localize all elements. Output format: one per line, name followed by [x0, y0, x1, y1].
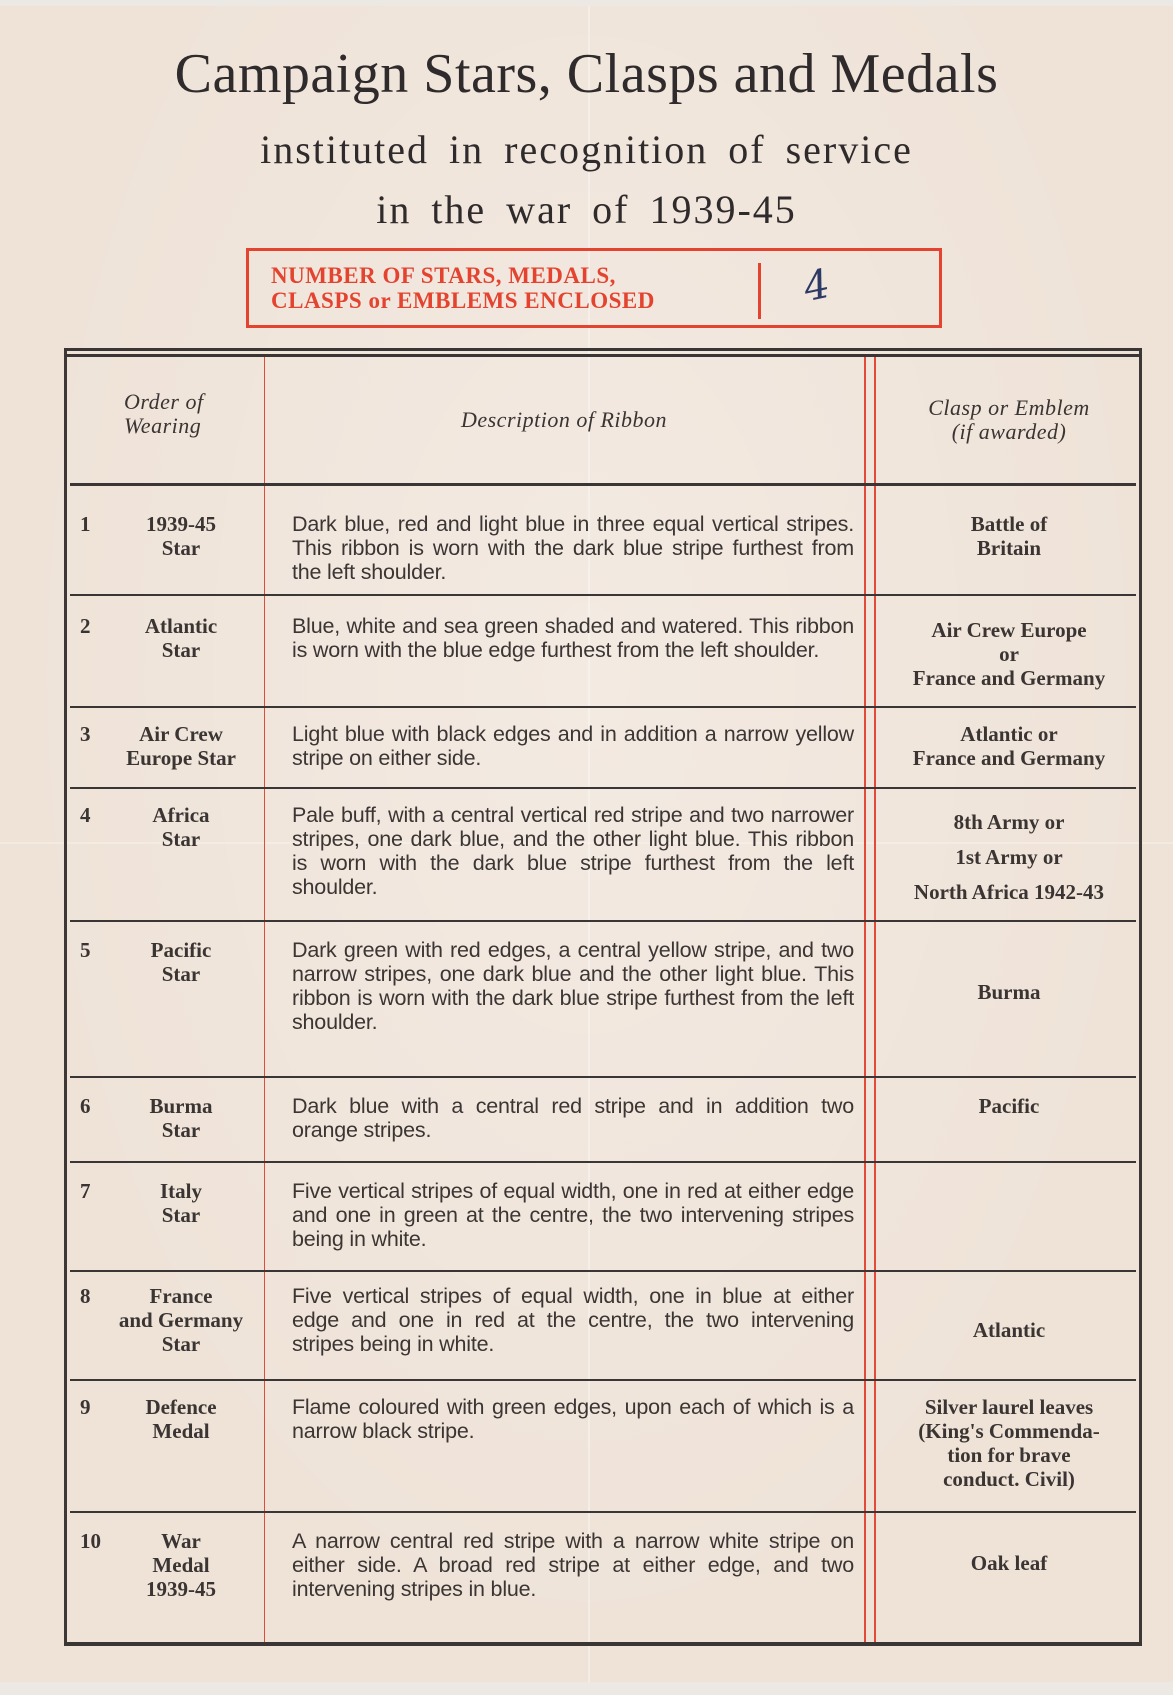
clasp-line: Atlantic or	[960, 722, 1058, 746]
clasp-or-emblem	[876, 1395, 1142, 1491]
ribbon-description: Dark blue, red and light blue in three equal vertical stripes. This ribbon is worn with the dark blue stripe furthest from the left shoulder.	[292, 512, 854, 584]
award-name-line: Star	[161, 827, 201, 851]
header-order-line1: Order of	[124, 389, 204, 414]
row-divider	[70, 706, 1136, 708]
award-name-line: Europe Star	[126, 746, 236, 770]
column-divider-order	[264, 357, 265, 1642]
document-title: Campaign Stars, Clasps and Medals	[174, 43, 999, 105]
clasp-line: (King's Commenda-	[918, 1419, 1100, 1443]
ribbon-description: Flame coloured with green edges, upon each of which is a narrow black stripe.	[292, 1395, 854, 1443]
order-cell	[80, 1284, 260, 1356]
order-number: 2	[80, 614, 91, 638]
award-name-line: War	[161, 1529, 201, 1553]
ribbon-description: Five vertical stripes of equal width, one in red at either edge and one in green at the centre, the two intervening stripes being in white.	[292, 1179, 854, 1251]
award-name-line: Star	[161, 1118, 201, 1142]
ribbon-description: Five vertical stripes of equal width, one in blue at either edge and one in red at the centre, the two intervening stripes being in white.	[292, 1284, 854, 1356]
clasp-line: Pacific	[978, 1094, 1040, 1118]
count-box-divider	[758, 263, 761, 319]
award-name-line: 1939-45	[146, 512, 216, 536]
clasp-line: Burma	[977, 980, 1041, 1004]
award-name-line: Medal	[152, 1419, 210, 1443]
clasp-line: Silver laurel leaves	[924, 1395, 1094, 1419]
row-divider	[70, 1379, 1136, 1381]
award-name-line: Atlantic	[144, 614, 218, 638]
row-divider	[70, 1076, 1136, 1078]
ribbon-description: Light blue with black edges and in addition a narrow yellow stripe on either side.	[292, 722, 854, 770]
enclosed-count-box	[246, 248, 942, 328]
row-divider	[70, 1161, 1136, 1163]
clasp-line: North Africa 1942-43	[913, 880, 1105, 904]
award-name-line: Star	[161, 962, 201, 986]
order-cell	[80, 722, 260, 770]
clasp-line: Britain	[976, 536, 1042, 560]
award-name-line: Africa	[152, 803, 210, 827]
award-name-line: Star	[161, 1332, 201, 1356]
ribbon-description: Dark blue with a central red stripe and in addition two orange stripes.	[292, 1094, 854, 1142]
column-divider-clasp-1	[864, 357, 866, 1642]
order-cell	[80, 1179, 260, 1227]
award-name-line: Defence	[145, 1395, 217, 1419]
award-name-line: Burma	[149, 1094, 213, 1118]
order-number: 3	[80, 722, 91, 746]
award-name-line: Star	[161, 536, 201, 560]
table-top-rule-inner	[64, 354, 1142, 357]
award-name-line: Italy	[160, 1179, 202, 1203]
clasp-or-emblem	[876, 512, 1142, 560]
clasp-or-emblem	[876, 1318, 1142, 1342]
header-rule	[70, 483, 1136, 486]
header-description: Description of Ribbon	[460, 407, 668, 432]
document-subtitle-line2: in the war of 1939-45	[376, 187, 797, 232]
table-top-rule	[64, 348, 1142, 351]
clasp-line: 1st Army or	[955, 845, 1063, 869]
table-bottom-rule	[64, 1642, 1142, 1646]
order-number: 6	[80, 1094, 91, 1118]
handwritten-count: 4	[799, 260, 834, 312]
enclosed-count-label-line1: NUMBER OF STARS, MEDALS,	[271, 263, 616, 288]
clasp-or-emblem	[876, 805, 1142, 910]
clasp-line: tion for brave	[947, 1443, 1071, 1467]
award-name-line: and Germany	[118, 1308, 244, 1332]
header-order-of-wearing	[124, 390, 204, 438]
award-name-line: France	[149, 1284, 213, 1308]
row-divider	[70, 920, 1136, 922]
award-name-line: 1939-45	[146, 1577, 216, 1601]
order-cell	[80, 803, 260, 851]
clasp-line: or	[999, 642, 1019, 666]
order-cell	[80, 1094, 260, 1142]
ribbon-description: A narrow central red stripe with a narrow white stripe on either side. A broad red stripe at either edge, and two intervening stripes in blue.	[292, 1529, 854, 1601]
order-cell	[80, 1529, 260, 1601]
order-cell	[80, 938, 260, 986]
clasp-or-emblem	[876, 1094, 1142, 1118]
header-clasp-line2: (if awarded)	[951, 419, 1067, 444]
ribbon-description: Blue, white and sea green shaded and watered. This ribbon is worn with the blue edge furthest from the left shoulder.	[292, 614, 854, 662]
header-clasp-or-emblem	[876, 396, 1142, 444]
header-clasp-line1: Clasp or Emblem	[928, 395, 1090, 420]
row-divider	[70, 1511, 1136, 1513]
clasp-or-emblem	[876, 618, 1142, 690]
award-name-line: Medal	[152, 1553, 210, 1577]
enclosed-count-label-line2: CLASPS or EMBLEMS ENCLOSED	[271, 288, 655, 313]
header-order-line2: Wearing	[124, 413, 202, 438]
row-divider	[70, 594, 1136, 596]
ribbon-description: Dark green with red edges, a central yellow stripe, and two narrow stripes, one dark blue and the other light blue. This ribbon is worn with the dark blue stripe furthest from the left shoulder.	[292, 938, 854, 1034]
clasp-line: Air Crew Europe	[931, 618, 1087, 642]
order-number: 5	[80, 938, 91, 962]
clasp-line: Battle of	[970, 512, 1048, 536]
award-name-line: Air Crew	[139, 722, 223, 746]
order-number: 8	[80, 1284, 91, 1308]
award-name-line: Star	[161, 638, 201, 662]
clasp-line: conduct. Civil)	[943, 1467, 1075, 1491]
order-number: 10	[80, 1529, 101, 1553]
order-number: 1	[80, 512, 91, 536]
clasp-line: France and Germany	[912, 666, 1106, 690]
order-cell	[80, 1395, 260, 1443]
document-subtitle-line1: instituted in recognition of service	[260, 127, 913, 172]
row-divider	[70, 1270, 1136, 1272]
order-cell	[80, 512, 260, 560]
award-name-line: Pacific	[150, 938, 212, 962]
ribbon-description: Pale buff, with a central vertical red stripe and two narrower stripes, one dark blue, and the other light blue. This ribbon is worn with the dark blue stripe furthest from the left shoulder.	[292, 803, 854, 899]
award-name-line: Star	[161, 1203, 201, 1227]
row-divider	[70, 787, 1136, 789]
clasp-line: France and Germany	[912, 746, 1106, 770]
clasp-line: Atlantic	[972, 1318, 1046, 1342]
enclosed-count-label	[271, 263, 741, 313]
order-number: 4	[80, 803, 91, 827]
clasp-or-emblem	[876, 1551, 1142, 1575]
order-cell	[80, 614, 260, 662]
clasp-or-emblem	[876, 980, 1142, 1004]
clasp-or-emblem	[876, 722, 1142, 770]
order-number: 7	[80, 1179, 91, 1203]
clasp-line: Oak leaf	[970, 1551, 1048, 1575]
order-number: 9	[80, 1395, 91, 1419]
clasp-line: 8th Army or	[953, 810, 1065, 834]
